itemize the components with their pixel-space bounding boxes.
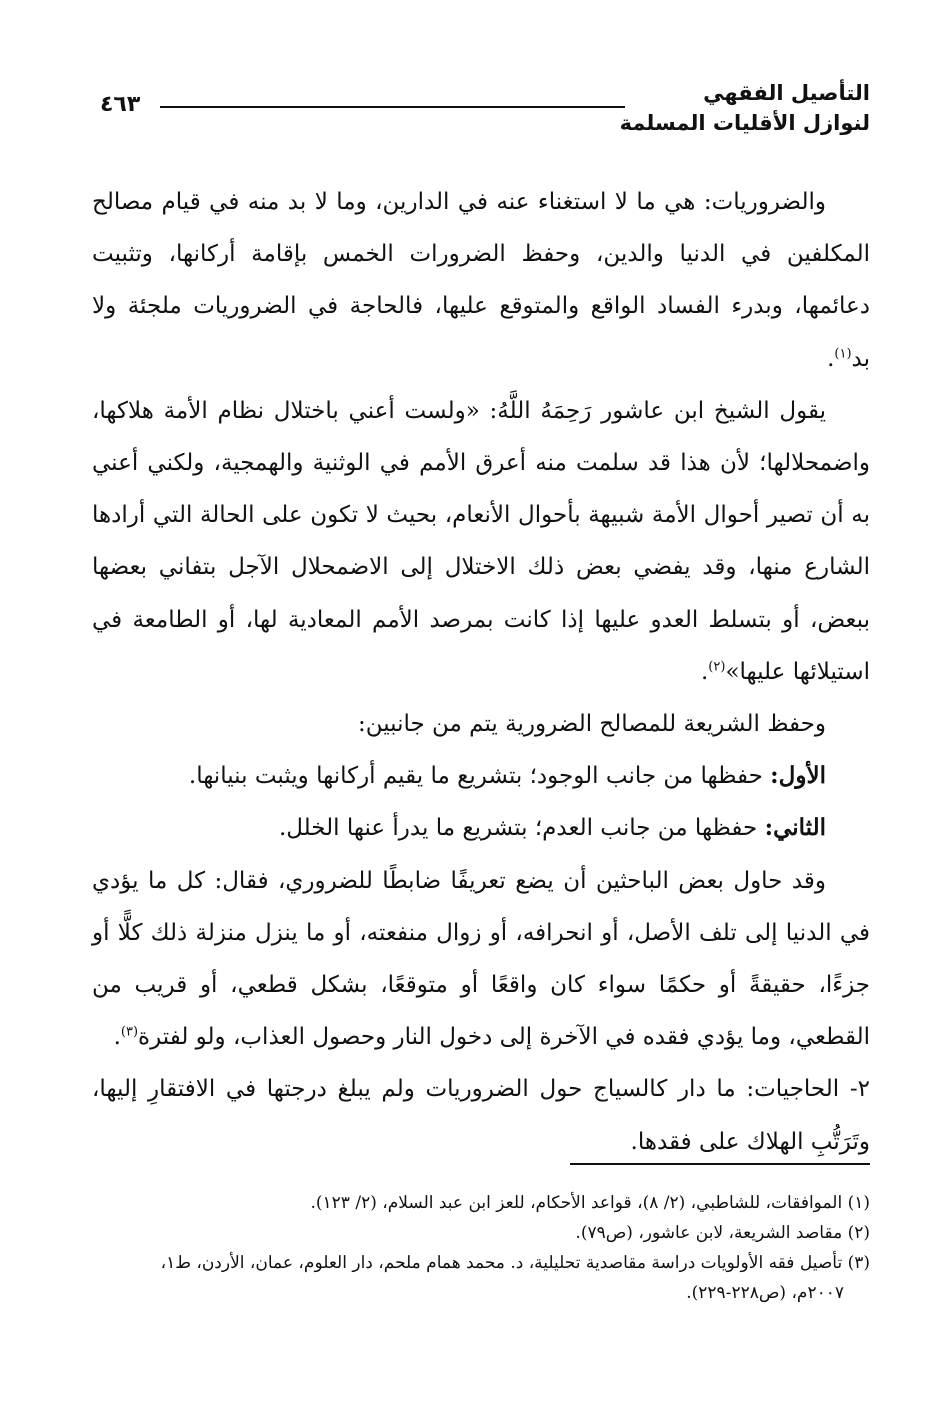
footnote-1: (١) الموافقات، للشاطبي، (٢/ ٨)، قواعد الأحكام، للعز ابن عبد السلام، (٢/ ١٢٣). bbox=[310, 1193, 870, 1213]
paragraph-5-text: حفظها من جانب العدم؛ بتشريع ما يدرأ عنها الخلل. bbox=[278, 815, 765, 842]
book-title-line2: لنوازل الأقليات المسلمة bbox=[619, 111, 870, 135]
paragraph-2-text: يقول الشيخ ابن عاشور رَحِمَهُ اللَّهُ: «ولست أعني باختلال نظام الأمة هلاكها، واضمحلالها؛ لأن هذا قد سلمت منه أعرق الأمم في الوثنية والهمجية، ولكني أعني به أن تصير أحوال الأمة شبيهة بأحوال الأنعام، بحيث لا تكون على الحالة التي أرادها الشارع منها، وقد يفضي بعض ذلك الاختلال إلى الاضمحلال الآجل بتفاني بعضها ببعض، أو بتسلط العدو عليها إذا كانت بمرصد الأمم المعادية لها، أو الطامعة في استيلائها عليها» bbox=[92, 397, 870, 685]
header-rule bbox=[160, 106, 625, 108]
paragraph-6-end: . bbox=[113, 1024, 121, 1051]
footnotes bbox=[92, 1188, 870, 1308]
paragraph-2-end: . bbox=[700, 658, 709, 685]
paragraph-6 bbox=[92, 855, 870, 1064]
paragraph-4 bbox=[92, 750, 870, 802]
main-text bbox=[92, 176, 870, 1168]
paragraph-6-text: وقد حاول بعض الباحثين أن يضع تعريفًا ضابطًا للضروري، فقال: كل ما يؤدي في الدنيا إلى تلف الأصل، أو انحرافه، أو زوال منفعته، أو ما ينزل منزلة ذلك كلًّا أو جزءًا، حقيقةً أو حكمًا سواء كان واقعًا أو متوقعًا، بشكل قطعي، أو قريب من القطعي، وما يؤدي فقده في الآخرة إلى دخول النار وحصول العذاب، ولو لفترة bbox=[92, 867, 871, 1051]
footnote-2: (٢) مقاصد الشريعة، لابن عاشور، (ص٧٩). bbox=[575, 1223, 870, 1243]
paragraph-1-end: . bbox=[827, 345, 835, 372]
paragraph-7: ٢- الحاجيات: ما دار كالسياج حول الضروريات ولم يبلغ درجتها في الافتقارِ إليها، وتَرَتُّبِ الهلاك على فقدها. bbox=[92, 1076, 870, 1155]
paragraph-5 bbox=[92, 802, 870, 854]
page-number: ٤٦٣ bbox=[100, 92, 141, 117]
footnote-separator bbox=[570, 1163, 870, 1165]
footnote-ref-1: (١) bbox=[834, 345, 852, 361]
paragraph-2 bbox=[92, 385, 870, 698]
footnote-3-line2: ٢٠٠٧م، (ص٢٢٨-٢٢٩). bbox=[686, 1283, 844, 1303]
paragraph-1-text: والضروريات: هي ما لا استغناء عنه في الدارين، وما لا بد منه في قيام مصالح المكلفين في الدنيا والدين، وحفظ الضرورات الخمس بإقامة أركانها، وتثبيت دعائمها، وبدرء الفساد الواقع والمتوقع عليها، فالحاجة في الضروريات ملجئة ولا بد bbox=[92, 189, 870, 372]
book-title-line1: التأصيل الفقهي bbox=[703, 81, 870, 105]
footnote-ref-2: (٢) bbox=[708, 659, 726, 675]
second-side-label: الثاني: bbox=[764, 814, 826, 842]
paragraph-3: وحفظ الشريعة للمصالح الضرورية يتم من جانبين: bbox=[357, 711, 826, 738]
paragraph-1 bbox=[92, 176, 870, 385]
paragraph-4-text: حفظها من جانب الوجود؛ بتشريع ما يقيم أركانها ويثبت بنيانها. bbox=[188, 763, 771, 790]
running-header bbox=[100, 78, 870, 148]
footnote-3-line1: (٣) تأصيل فقه الأولويات دراسة مقاصدية تحليلية، د. محمد همام ملحم، دار العلوم، عمان، الأردن، ط١، bbox=[160, 1253, 870, 1273]
footnote-ref-3: (٣) bbox=[120, 1024, 139, 1040]
book-title bbox=[620, 78, 870, 138]
first-side-label: الأول: bbox=[770, 762, 826, 790]
